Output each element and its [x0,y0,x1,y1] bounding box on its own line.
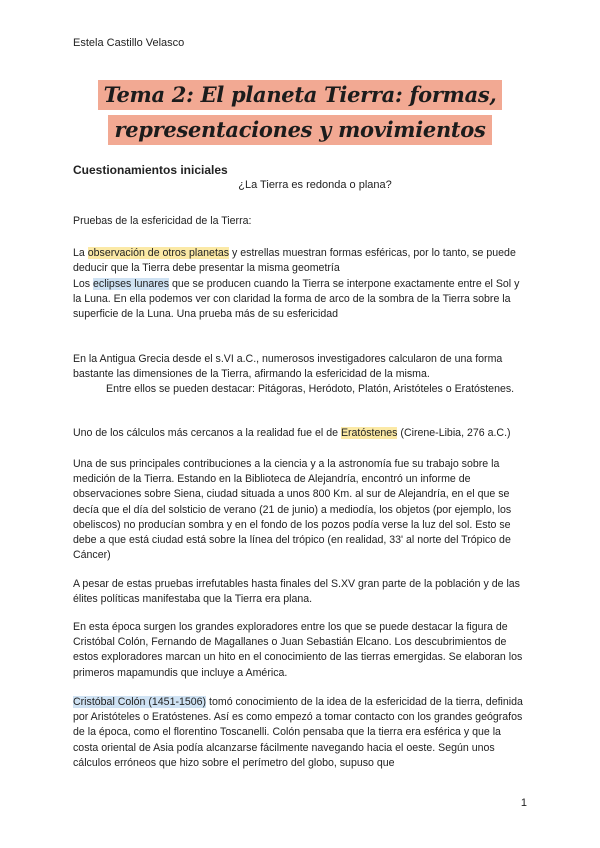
highlight-observacion: observación de otros planetas [87,247,230,259]
highlight-colon: Cristóbal Colón (1451-1506) [73,696,207,708]
paragraph-eratostenes-trabajo: Una de sus principales contribuciones a la ciencia y a la astronomía fue su trabajo sobre la medición de la Tierra. Estando en la Biblioteca de Alejandría, encontró un informe de observaciones sobre Siena, ciudad situada a unos 800 Km. al sur de Alejandría, en el que se decía que el día del solsticio de verano (21 de junio) a mediodía, los objetos (por ejemplo, los obeliscos) no producían sombra y en el fondo de los pozos podía verse la luz del sol. Esto se debe a que está ciudad está sobre la línea del trópico (en realidad, 33' al norte del Trópico de Cáncer) [73,458,512,562]
paragraph-pruebas: Pruebas de la esfericidad de la Tierra: [73,215,252,227]
highlight-eclipses: eclipses lunares [93,278,169,290]
section-heading: Cuestionamientos iniciales [73,163,228,177]
paragraph-eratostenes: Uno de los cálculos más cercanos a la realidad fue el de Eratóstenes (Cirene-Libia, 276 a.C.) [73,427,511,439]
paragraph-colon: Cristóbal Colón (1451-1506) tomó conocimiento de la idea de la esfericidad de la tierra, definida por Aristóteles o Eratóstenes. Así es como empezó a tomar contacto con los grandes geógrafos de la época, como el florentino Toscanelli. Colón pensaba que la tierra era esférica y que la costa oriental de Asia podía alcanzarse fácilmente navegando hacia el oeste. Según unos cálculos erróneos que hizo sobre el perímetro del globo, supuso que [73,696,523,769]
paragraph-exploradores: En esta época surgen los grandes exploradores entre los que se puede destacar la figura de Cristóbal Colón, Fernando de Magallanes o Juan Sebastián Elcano. Los descubrimientos de estos exploradores marcan un hito en el conocimiento de las tierras emergidas. Se elaboran los primeros mapamundis que incluye a América. [73,621,523,679]
document-title [0,80,600,150]
page-number: 1 [520,797,527,809]
paragraph-grecia: En la Antigua Grecia desde el s.VI a.C., numerosos investigadores calcularon de una forma bastante las dimensiones de la Tierra, afirmando la esfericidad de la misma. [73,353,503,381]
initial-question: ¿La Tierra es redonda o plana? [238,179,392,191]
title-line-1: Tema 2: El planeta Tierra: formas, [98,80,503,110]
paragraph-grecia-autores: Entre ellos se pueden destacar: Pitágoras, Heródoto, Platón, Aristóteles o Eratóstenes. [106,383,515,395]
paragraph-eclipses: Los eclipses lunares que se producen cuando la Tierra se interpone exactamente entre el Sol y la Luna. En ella podemos ver con claridad la forma de arco de la sombra de la Tierra sobre la superficie de la Luna. Una prueba más de su esfericidad [73,278,520,321]
paragraph-observacion: La observación de otros planetas y estrellas muestran formas esféricas, por lo tanto, se puede deducir que la Tierra debe presentar la misma geometría [73,247,516,275]
title-line-2: representaciones y movimientos [108,115,491,145]
paragraph-a-pesar: A pesar de estas pruebas irrefutables hasta finales del S.XV gran parte de la población y de las élites políticas manifestaba que la Tierra era plana. [73,578,520,606]
author-name: Estela Castillo Velasco [73,37,185,49]
highlight-eratostenes: Eratóstenes [340,427,398,439]
